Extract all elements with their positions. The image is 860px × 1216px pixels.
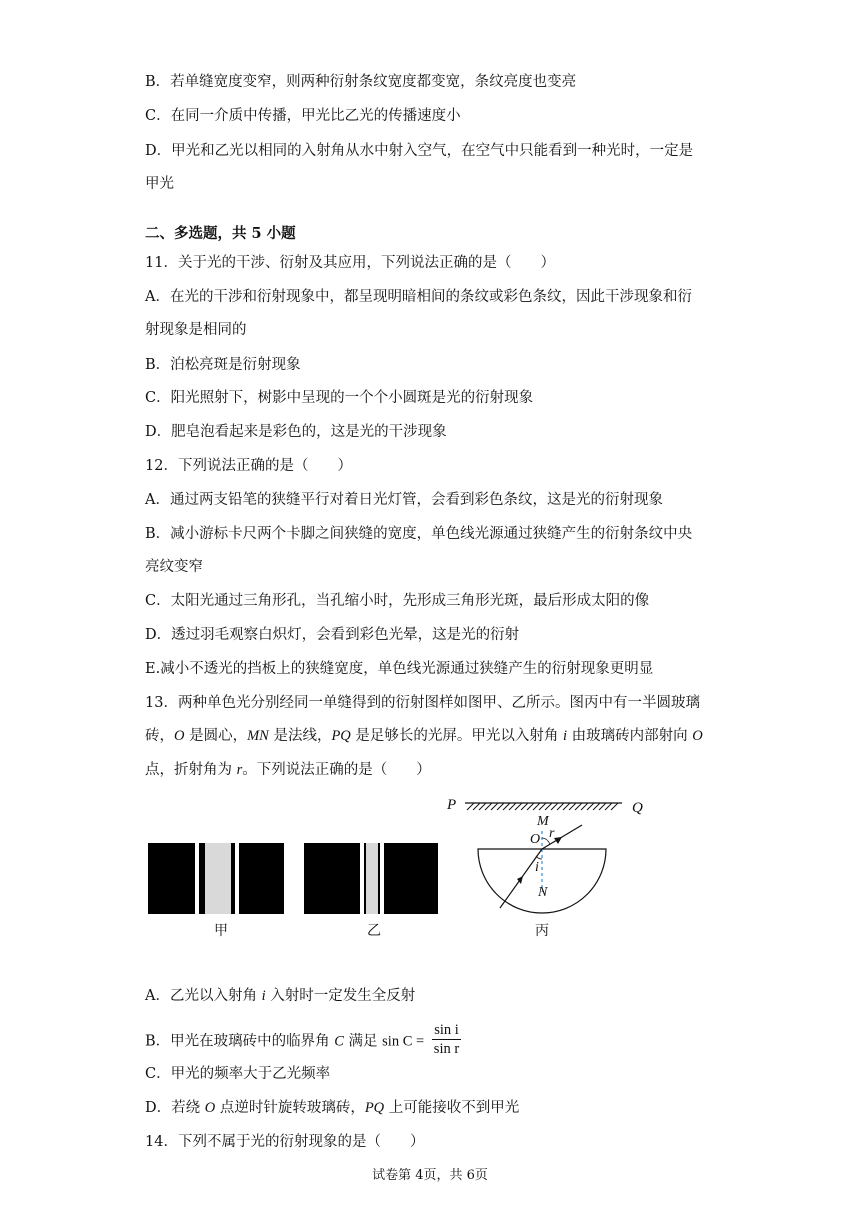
q13-option-d: D．若绕 O 点逆时针旋转玻璃砖，PQ 上可能接收不到甲光	[145, 1100, 520, 1116]
q13-option-b: B．甲光在玻璃砖中的临界角 C 满足 sin C = $\frac{\text{sin i}}{\text{sin r}}$	[145, 1022, 460, 1057]
q11-option-b: B．泊松亮斑是衍射现象	[145, 357, 301, 373]
q12-option-b-line2: 亮纹变窄	[145, 559, 203, 575]
q10-option-d-line1: D．甲光和乙光以相同的入射角从水中射入空气，在空气中只能看到一种光时，一定是	[145, 143, 694, 159]
q11-option-c: C．阳光照射下，树影中呈现的一个个小圆斑是光的衍射现象	[145, 390, 534, 406]
caption-yi: 乙	[367, 923, 381, 939]
diffraction-pattern-yi	[304, 843, 438, 914]
q11-stem: 11．关于光的干涉、衍射及其应用，下列说法正确的是（ ）	[145, 255, 555, 271]
q11-option-d: D．肥皂泡看起来是彩色的，这是光的干涉现象	[145, 424, 447, 440]
q12-option-d: D．透过羽毛观察白炽灯，会看到彩色光晕，这是光的衍射	[145, 627, 520, 643]
label-r: r	[549, 826, 555, 841]
section-heading: 二、多选题，共 5 小题	[145, 225, 296, 242]
q12-option-b-line1: B．减小游标卡尺两个卡脚之间狭缝的宽度，单色线光源通过狭缝产生的衍射条纹中央	[145, 526, 693, 542]
label-O: O	[530, 832, 541, 847]
q13-stem-line3: 点，折射角为 r。下列说法正确的是（ ）	[145, 762, 431, 778]
label-i: i	[535, 860, 539, 875]
caption-jia: 甲	[214, 923, 228, 939]
q10-option-d-line2: 甲光	[145, 176, 174, 192]
q13-option-a: A．乙光以入射角 i 入射时一定发生全反射	[145, 988, 416, 1004]
caption-bing: 丙	[535, 923, 549, 939]
q13-stem-line1: 13．两种单色光分别经同一单缝得到的衍射图样如图甲、乙所示。图丙中有一半圆玻璃	[145, 695, 700, 711]
q10-option-b: B．若单缝宽度变窄，则两种衍射条纹宽度都变宽，条纹亮度也变亮	[145, 74, 577, 90]
label-M: M	[537, 814, 549, 829]
q10-option-c: C．在同一介质中传播，甲光比乙光的传播速度小	[145, 108, 461, 124]
diffraction-pattern-jia	[148, 843, 284, 914]
label-Q: Q	[632, 800, 643, 816]
q14-stem: 14．下列不属于光的衍射现象的是（ ）	[145, 1134, 425, 1150]
q12-option-a: A．通过两支铅笔的狭缝平行对着日光灯管，会看到彩色条纹，这是光的衍射现象	[145, 492, 663, 508]
q11-option-a-line1: A．在光的干涉和衍射现象中，都呈现明暗相间的条纹或彩色条纹，因此干涉现象和衍	[145, 289, 692, 305]
label-N: N	[538, 885, 548, 900]
q13-stem-line2: 砖，O 是圆心，MN 是法线，PQ 是足够长的光屏。甲光以入射角 i 由玻璃砖内部射向 O	[145, 728, 703, 744]
q12-stem: 12．下列说法正确的是（ ）	[145, 458, 352, 474]
q12-option-e: E.减小不透光的挡板上的狭缝宽度，单色线光源通过狭缝产生的衍射现象更明显	[145, 661, 654, 677]
label-P: P	[447, 797, 457, 813]
q13-option-c: C．甲光的频率大于乙光频率	[145, 1066, 331, 1082]
page-footer: 试卷第 4页，共 6页	[372, 1168, 488, 1183]
critical-angle-fraction: $\frac{\text{sin i}}{\text{sin r}}$	[433, 1022, 460, 1057]
q11-option-a-line2: 射现象是相同的	[145, 322, 247, 338]
q12-option-c: C．太阳光通过三角形孔，当孔缩小时，先形成三角形光斑，最后形成太阳的像	[145, 593, 650, 609]
